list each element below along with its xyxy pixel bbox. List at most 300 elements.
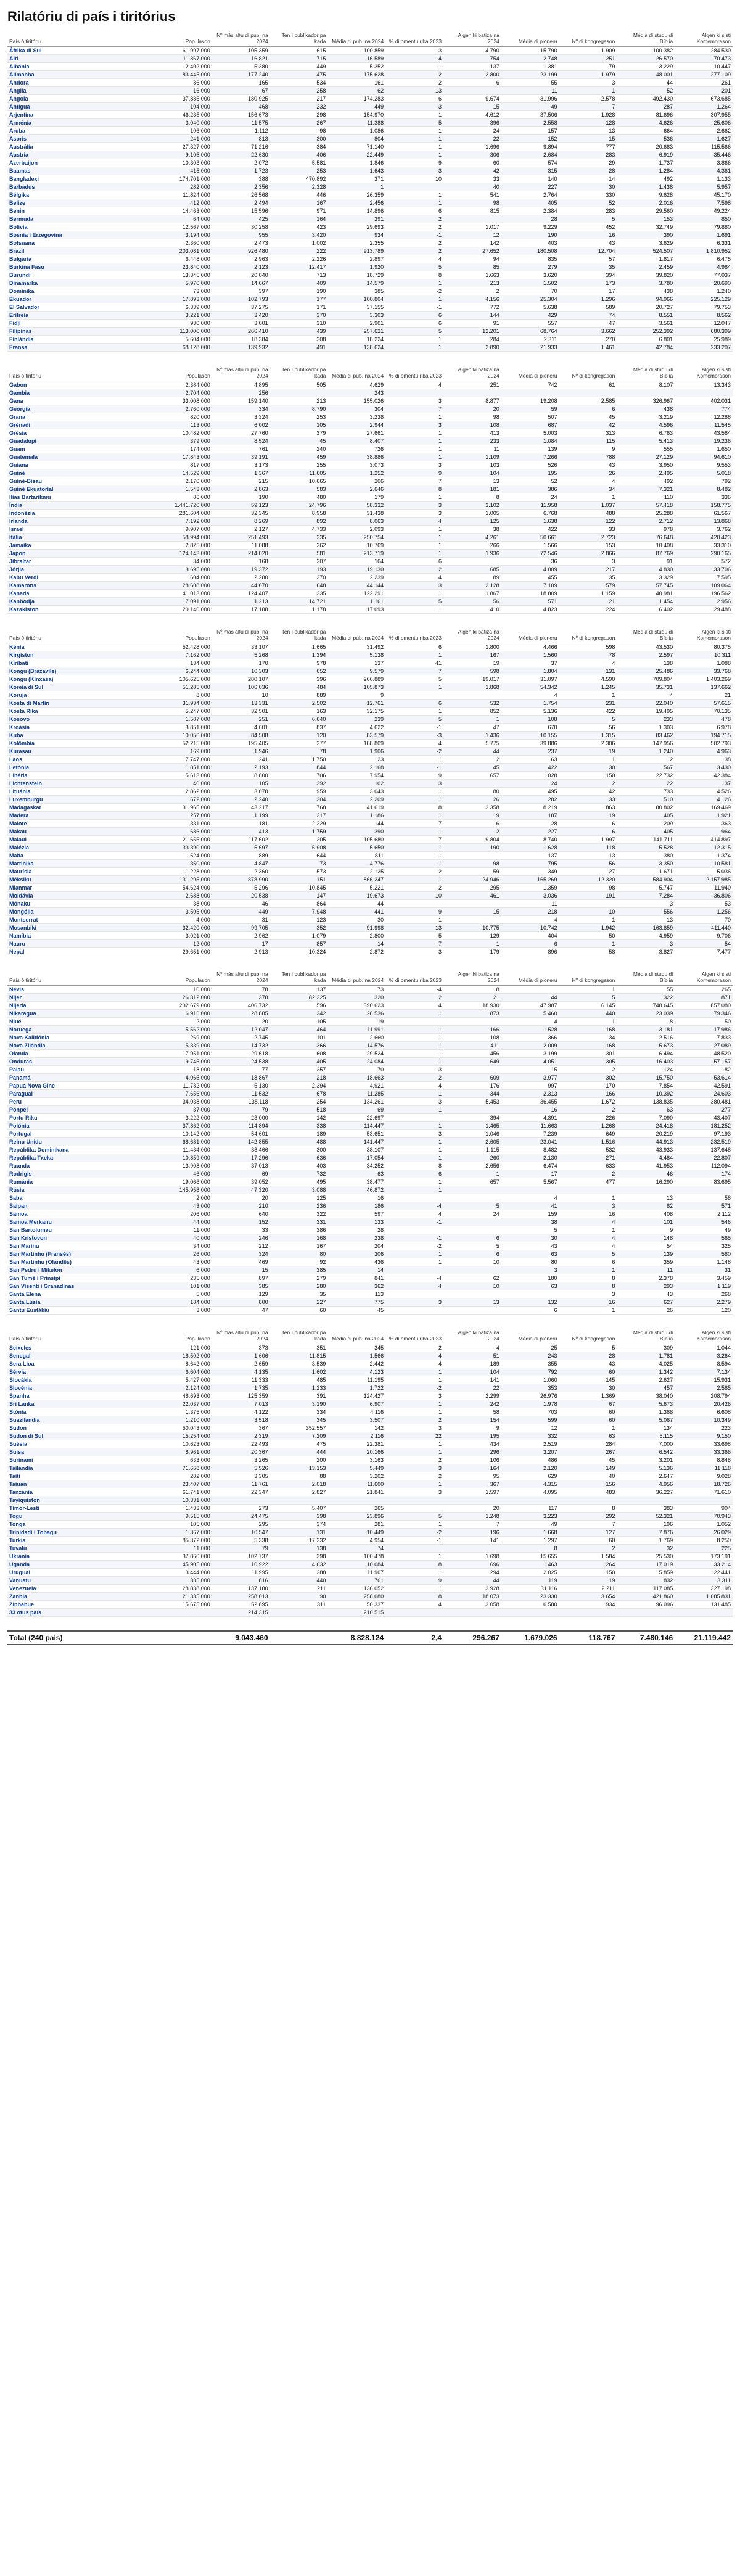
table-cell: 3	[385, 502, 443, 510]
table-cell: 15.596	[212, 207, 270, 215]
table-row	[7, 675, 733, 683]
table-cell: 3	[385, 948, 443, 956]
table-row	[7, 582, 733, 590]
table-cell: 1	[385, 526, 443, 534]
table-cell: 477	[559, 1178, 617, 1186]
total-cell: 2,4	[385, 1631, 443, 1645]
table-cell	[443, 389, 501, 397]
table-cell: 28.536	[327, 1010, 385, 1018]
table-cell: 11.575	[212, 119, 270, 127]
table-cell: 225.129	[675, 295, 733, 303]
column-header: Nº más altu di pub. na 2024	[212, 31, 270, 47]
table-cell: 118	[559, 844, 617, 852]
table-cell: 6.801	[617, 336, 675, 344]
country-name: Koreia di Sul	[7, 683, 154, 691]
country-name: Portu Riku	[7, 1114, 154, 1122]
table-cell: 261	[675, 79, 733, 87]
table-cell: 273	[212, 1505, 270, 1513]
table-cell: 18.073	[443, 1593, 501, 1601]
country-name: Gana	[7, 397, 154, 405]
table-cell: 7.109	[501, 582, 559, 590]
table-row	[7, 1194, 733, 1202]
table-row	[7, 445, 733, 453]
column-header: Ten I publikador pa kada	[270, 970, 328, 986]
table-cell: 2.000	[154, 1018, 212, 1026]
table-row	[7, 239, 733, 247]
table-cell: 4.921	[327, 1082, 385, 1090]
table-cell: 137	[675, 780, 733, 788]
country-name: Índia	[7, 502, 154, 510]
table-row	[7, 421, 733, 429]
table-cell: 8	[501, 1545, 559, 1553]
table-cell: 33	[212, 1226, 270, 1234]
table-row	[7, 852, 733, 860]
table-cell: 50.661	[501, 534, 559, 542]
table-cell: 8	[443, 986, 501, 994]
table-cell: 4	[385, 255, 443, 263]
table-row	[7, 1050, 733, 1058]
table-cell: 42	[559, 788, 617, 796]
table-cell: 852	[443, 708, 501, 716]
table-cell: 3.036	[501, 892, 559, 900]
table-cell: 1.252	[327, 469, 385, 477]
table-cell: 5	[559, 1344, 617, 1352]
table-cell: 14.667	[212, 279, 270, 287]
table-cell: 2.378	[617, 1274, 675, 1282]
table-cell: 1	[385, 534, 443, 542]
table-cell: 8.800	[212, 772, 270, 780]
table-cell: 7	[385, 820, 443, 828]
table-cell: 124	[617, 1066, 675, 1074]
column-header: Algen ki batiza na 2024	[443, 970, 501, 986]
table-row	[7, 1529, 733, 1537]
table-cell: 1.017	[443, 223, 501, 231]
table-cell: 38	[443, 526, 501, 534]
table-cell: 1	[385, 1050, 443, 1058]
table-cell: 176	[443, 1082, 501, 1090]
table-cell: 242	[270, 1010, 328, 1018]
table-cell: 32.345	[212, 510, 270, 518]
table-row	[7, 477, 733, 485]
table-cell: 44.144	[327, 582, 385, 590]
table-cell: 633.000	[154, 1456, 212, 1464]
table-cell: 50	[559, 932, 617, 940]
table-cell: 191	[559, 892, 617, 900]
column-header: Nº di kongregason	[559, 31, 617, 47]
table-cell: 17.893.000	[154, 295, 212, 303]
table-row	[7, 1026, 733, 1034]
table-cell: 1.463	[501, 1561, 559, 1569]
column-header: % di omentu riba 2023	[385, 365, 443, 381]
table-cell: 17.054	[327, 1154, 385, 1162]
table-row	[7, 1307, 733, 1315]
table-cell: 408	[617, 1210, 675, 1218]
table-cell: 11.761	[212, 1480, 270, 1488]
table-cell: 1.005	[443, 510, 501, 518]
table-cell: 45	[270, 437, 328, 445]
table-cell: 7	[385, 405, 443, 413]
table-row	[7, 1138, 733, 1146]
table-cell: 1	[559, 1424, 617, 1432]
table-cell: 2.025	[501, 1569, 559, 1577]
table-cell: 6.474	[501, 1162, 559, 1170]
table-row	[7, 542, 733, 550]
table-cell: 38.040	[617, 1392, 675, 1400]
table-cell: 80	[501, 1258, 559, 1266]
table-cell	[443, 1066, 501, 1074]
table-row	[7, 844, 733, 852]
table-cell: 22.040	[617, 700, 675, 708]
table-cell: 169.000	[154, 748, 212, 756]
table-cell: 7	[443, 1521, 501, 1529]
table-cell: 232.679.000	[154, 1002, 212, 1010]
country-table	[7, 31, 733, 352]
country-name: Asoris	[7, 135, 154, 143]
table-cell: 17	[559, 287, 617, 295]
table-cell: 6.000	[154, 1266, 212, 1274]
table-cell: 49	[501, 1521, 559, 1529]
table-cell: 2.662	[675, 127, 733, 135]
table-cell: 4.632	[270, 1561, 328, 1569]
table-cell: 104.000	[154, 103, 212, 111]
table-cell: 1.297	[501, 1537, 559, 1545]
table-cell: 6	[385, 312, 443, 320]
table-row	[7, 812, 733, 820]
country-name: Indonézia	[7, 510, 154, 518]
country-name: Kazakiston	[7, 606, 154, 614]
table-cell: 163	[270, 708, 328, 716]
table-cell: 5	[559, 1250, 617, 1258]
table-cell: 480	[270, 493, 328, 502]
country-name: Suésia	[7, 1440, 154, 1448]
table-row	[7, 295, 733, 303]
table-cell: 1	[385, 151, 443, 159]
table-cell: 2	[443, 828, 501, 836]
column-header: Média di studu di Bíblia	[617, 627, 675, 643]
table-cell: 449	[212, 908, 270, 916]
table-cell: 52	[617, 87, 675, 95]
country-name: Madera	[7, 812, 154, 820]
table-cell: 386	[270, 1226, 328, 1234]
table-cell: 142	[443, 239, 501, 247]
table-cell: 260	[443, 1154, 501, 1162]
country-name: Tailándia	[7, 1464, 154, 1472]
table-cell: 391	[270, 1392, 328, 1400]
table-cell: 49.224	[675, 207, 733, 215]
table-cell: 101	[270, 1034, 328, 1042]
table-cell: 934	[327, 231, 385, 239]
table-cell: 173	[559, 279, 617, 287]
table-cell: 1	[559, 940, 617, 948]
table-cell: -2	[385, 748, 443, 756]
table-cell: 124.143.000	[154, 550, 212, 558]
table-cell: -3	[385, 732, 443, 740]
table-cell: 34.000	[154, 558, 212, 566]
table-cell: 131.295.000	[154, 876, 212, 884]
table-row	[7, 1218, 733, 1226]
table-cell: 26	[559, 469, 617, 477]
table-cell: 2	[385, 1074, 443, 1082]
table-cell: 1.606	[212, 1352, 270, 1360]
table-cell: 2.605	[443, 1138, 501, 1146]
table-row	[7, 381, 733, 389]
table-cell: 3.073	[327, 461, 385, 469]
table-cell: 3.194.000	[154, 231, 212, 239]
table-row	[7, 159, 733, 167]
table-cell: 24.603	[675, 1090, 733, 1098]
table-cell: 1.088	[675, 659, 733, 667]
table-cell: 309	[617, 1344, 675, 1352]
table-cell	[559, 1186, 617, 1194]
table-cell: 5.526	[212, 1464, 270, 1472]
table-cell: 1	[385, 1178, 443, 1186]
table-cell: 571	[501, 598, 559, 606]
table-cell: 63	[501, 756, 559, 764]
table-cell: 423	[270, 223, 328, 231]
table-cell: 33	[559, 796, 617, 804]
table-cell: 43.000	[154, 1202, 212, 1210]
table-cell: 35.731	[617, 683, 675, 691]
country-name: Makau	[7, 828, 154, 836]
table-cell: 55	[501, 79, 559, 87]
table-cell	[559, 1609, 617, 1617]
table-cell: 105.680	[327, 836, 385, 844]
table-cell: 206.000	[154, 1210, 212, 1218]
table-cell: 366	[270, 1042, 328, 1050]
table-cell: 35	[559, 574, 617, 582]
country-name: Kolômbia	[7, 740, 154, 748]
table-cell: 1	[385, 852, 443, 860]
table-cell: 1	[385, 127, 443, 135]
table-cell: 11.333	[212, 1376, 270, 1384]
table-cell	[501, 1609, 559, 1617]
table-cell: 7.854	[617, 1082, 675, 1090]
table-row	[7, 502, 733, 510]
table-cell: 335	[270, 590, 328, 598]
table-cell: 38.466	[212, 1146, 270, 1154]
table-cell: 816	[212, 1577, 270, 1585]
table-cell: 9.515.000	[154, 1513, 212, 1521]
table-cell: 6.448.000	[154, 255, 212, 263]
table-cell: 63	[501, 1282, 559, 1290]
country-name: Benin	[7, 207, 154, 215]
table-cell: 34.000	[154, 1242, 212, 1250]
table-cell: 46	[212, 900, 270, 908]
table-cell: 12.315	[675, 844, 733, 852]
report-page	[7, 0, 733, 1645]
table-cell: 40.981	[617, 590, 675, 598]
table-cell: 7.192.000	[154, 518, 212, 526]
table-cell: 29.524	[327, 1050, 385, 1058]
table-cell: 2.360	[212, 868, 270, 876]
table-cell	[385, 1496, 443, 1505]
table-cell: 22.441	[675, 1569, 733, 1577]
table-cell: 8.790	[270, 405, 328, 413]
table-cell: 13	[617, 916, 675, 924]
table-cell: 1	[385, 812, 443, 820]
country-name: Rodrigis	[7, 1170, 154, 1178]
table-cell: 31.116	[501, 1585, 559, 1593]
country-name: Gambia	[7, 389, 154, 397]
table-cell: 1.800	[443, 643, 501, 651]
table-cell: 125	[443, 518, 501, 526]
table-cell: 2.313	[501, 1090, 559, 1098]
country-name: Irlanda	[7, 518, 154, 526]
table-cell: 91	[617, 558, 675, 566]
table-cell: 17	[501, 1170, 559, 1178]
table-cell: 7.239	[501, 1130, 559, 1138]
table-cell: 1.046	[443, 1130, 501, 1138]
table-cell: 296	[443, 1448, 501, 1456]
table-cell: 385	[212, 1282, 270, 1290]
table-cell: 5.567	[501, 1178, 559, 1186]
table-cell: 670	[501, 724, 559, 732]
table-cell: 253	[270, 167, 328, 175]
table-cell: 18.224	[327, 336, 385, 344]
table-cell: 1	[385, 683, 443, 691]
country-name: Kurasau	[7, 748, 154, 756]
table-cell: 5.562.000	[154, 1026, 212, 1034]
table-cell: 1.086	[327, 127, 385, 135]
table-cell: 10.845	[270, 884, 328, 892]
country-name: Ekuador	[7, 295, 154, 303]
country-name: Kabu Verdi	[7, 574, 154, 582]
table-row	[7, 279, 733, 287]
table-cell: 241	[212, 756, 270, 764]
country-name: Repúblika Dominikana	[7, 1146, 154, 1154]
table-cell: 1.240	[675, 287, 733, 295]
table-cell: 124.427	[327, 1392, 385, 1400]
table-cell: 6	[385, 95, 443, 103]
table-row	[7, 1545, 733, 1553]
table-cell: 4	[385, 574, 443, 582]
table-cell	[443, 1307, 501, 1315]
table-cell: 1.109	[443, 453, 501, 461]
table-row	[7, 167, 733, 175]
table-cell: 2.018	[270, 1480, 328, 1488]
table-cell: 596	[270, 1002, 328, 1010]
table-cell: 2.356	[212, 183, 270, 191]
table-cell: 12.417	[270, 263, 328, 271]
table-cell	[385, 1018, 443, 1026]
table-cell: 633	[559, 1162, 617, 1170]
table-cell: 35.446	[675, 151, 733, 159]
table-cell: 449	[270, 63, 328, 71]
table-cell: 964	[675, 828, 733, 836]
table-cell: 1	[385, 135, 443, 143]
table-cell: 5.380	[212, 63, 270, 71]
table-cell: 40.000	[154, 780, 212, 788]
table-cell: 50.043.000	[154, 1424, 212, 1432]
table-cell: 16.589	[327, 55, 385, 63]
table-cell: 39.191	[212, 453, 270, 461]
table-cell: 284.530	[675, 47, 733, 55]
table-row	[7, 143, 733, 151]
table-cell	[443, 1609, 501, 1617]
table-cell: 1.403.269	[675, 675, 733, 683]
table-cell: 7.162.000	[154, 651, 212, 659]
table-row	[7, 1106, 733, 1114]
table-cell: 37.275	[212, 303, 270, 312]
country-name: Kuba	[7, 732, 154, 740]
table-cell: -1	[385, 860, 443, 868]
country-name: Saipan	[7, 1202, 154, 1210]
section-gap	[7, 619, 733, 627]
table-cell: 492	[617, 175, 675, 183]
table-cell: 1	[385, 1400, 443, 1408]
table-cell: 227	[501, 828, 559, 836]
table-cell: 1.256	[675, 908, 733, 916]
table-row	[7, 780, 733, 788]
table-cell: 3	[385, 510, 443, 518]
table-cell: 4.122	[212, 1408, 270, 1416]
table-cell: 16.403	[617, 1058, 675, 1066]
country-name: San Visenti i Granadinas	[7, 1282, 154, 1290]
table-row	[7, 1018, 733, 1026]
table-cell: 45	[327, 1307, 385, 1315]
table-cell: 2.646	[327, 485, 385, 493]
table-cell: 1	[385, 1408, 443, 1416]
table-cell: 137	[443, 63, 501, 71]
table-cell: 510	[617, 796, 675, 804]
table-cell: 27.652	[443, 247, 501, 255]
table-cell: 224	[559, 606, 617, 614]
table-cell: 99.705	[212, 924, 270, 932]
country-name: Sudon	[7, 1424, 154, 1432]
table-cell: 213.719	[327, 550, 385, 558]
table-cell: 36	[501, 558, 559, 566]
table-cell: 46	[617, 1170, 675, 1178]
table-cell: 10.084	[327, 1561, 385, 1569]
table-cell: 715	[270, 55, 328, 63]
page-title: Rilatóriu di país i tiritórius	[7, 9, 176, 24]
column-header: Populason	[154, 31, 212, 47]
column-header: País ô tiritóriu	[7, 1328, 154, 1344]
table-cell: 536	[617, 135, 675, 143]
table-cell: 1.052	[675, 1521, 733, 1529]
table-cell: 2.473	[212, 239, 270, 247]
table-cell: 2.684	[501, 151, 559, 159]
table-cell: 15.931	[675, 1376, 733, 1384]
table-cell: 298	[270, 111, 328, 119]
table-cell: 5.138	[327, 651, 385, 659]
table-cell: 742	[501, 381, 559, 389]
table-cell: 34	[559, 1034, 617, 1042]
column-header: Algen ki sisti Komemorason	[675, 365, 733, 381]
country-name: Malta	[7, 852, 154, 860]
total-cell: 118.767	[559, 1631, 617, 1645]
table-cell: -4	[385, 55, 443, 63]
table-cell: 844	[270, 764, 328, 772]
table-cell: 7.284	[617, 892, 675, 900]
table-cell: 269.000	[154, 1034, 212, 1042]
table-cell: 2.279	[675, 1298, 733, 1307]
table-cell: 88	[270, 1472, 328, 1480]
table-cell: 449	[327, 103, 385, 111]
table-cell	[675, 1496, 733, 1505]
table-cell: 556	[617, 908, 675, 916]
table-row	[7, 1234, 733, 1242]
table-cell: 488	[270, 1138, 328, 1146]
table-cell: 42.384	[675, 772, 733, 780]
table-cell: 2.585	[675, 1384, 733, 1392]
table-cell: 41	[385, 659, 443, 667]
table-cell: 20.690	[675, 279, 733, 287]
table-cell: 405	[617, 812, 675, 820]
column-header: Média di pioneru	[501, 1328, 559, 1344]
table-cell: 142	[270, 1114, 328, 1122]
table-cell: 7.209	[270, 1432, 328, 1440]
